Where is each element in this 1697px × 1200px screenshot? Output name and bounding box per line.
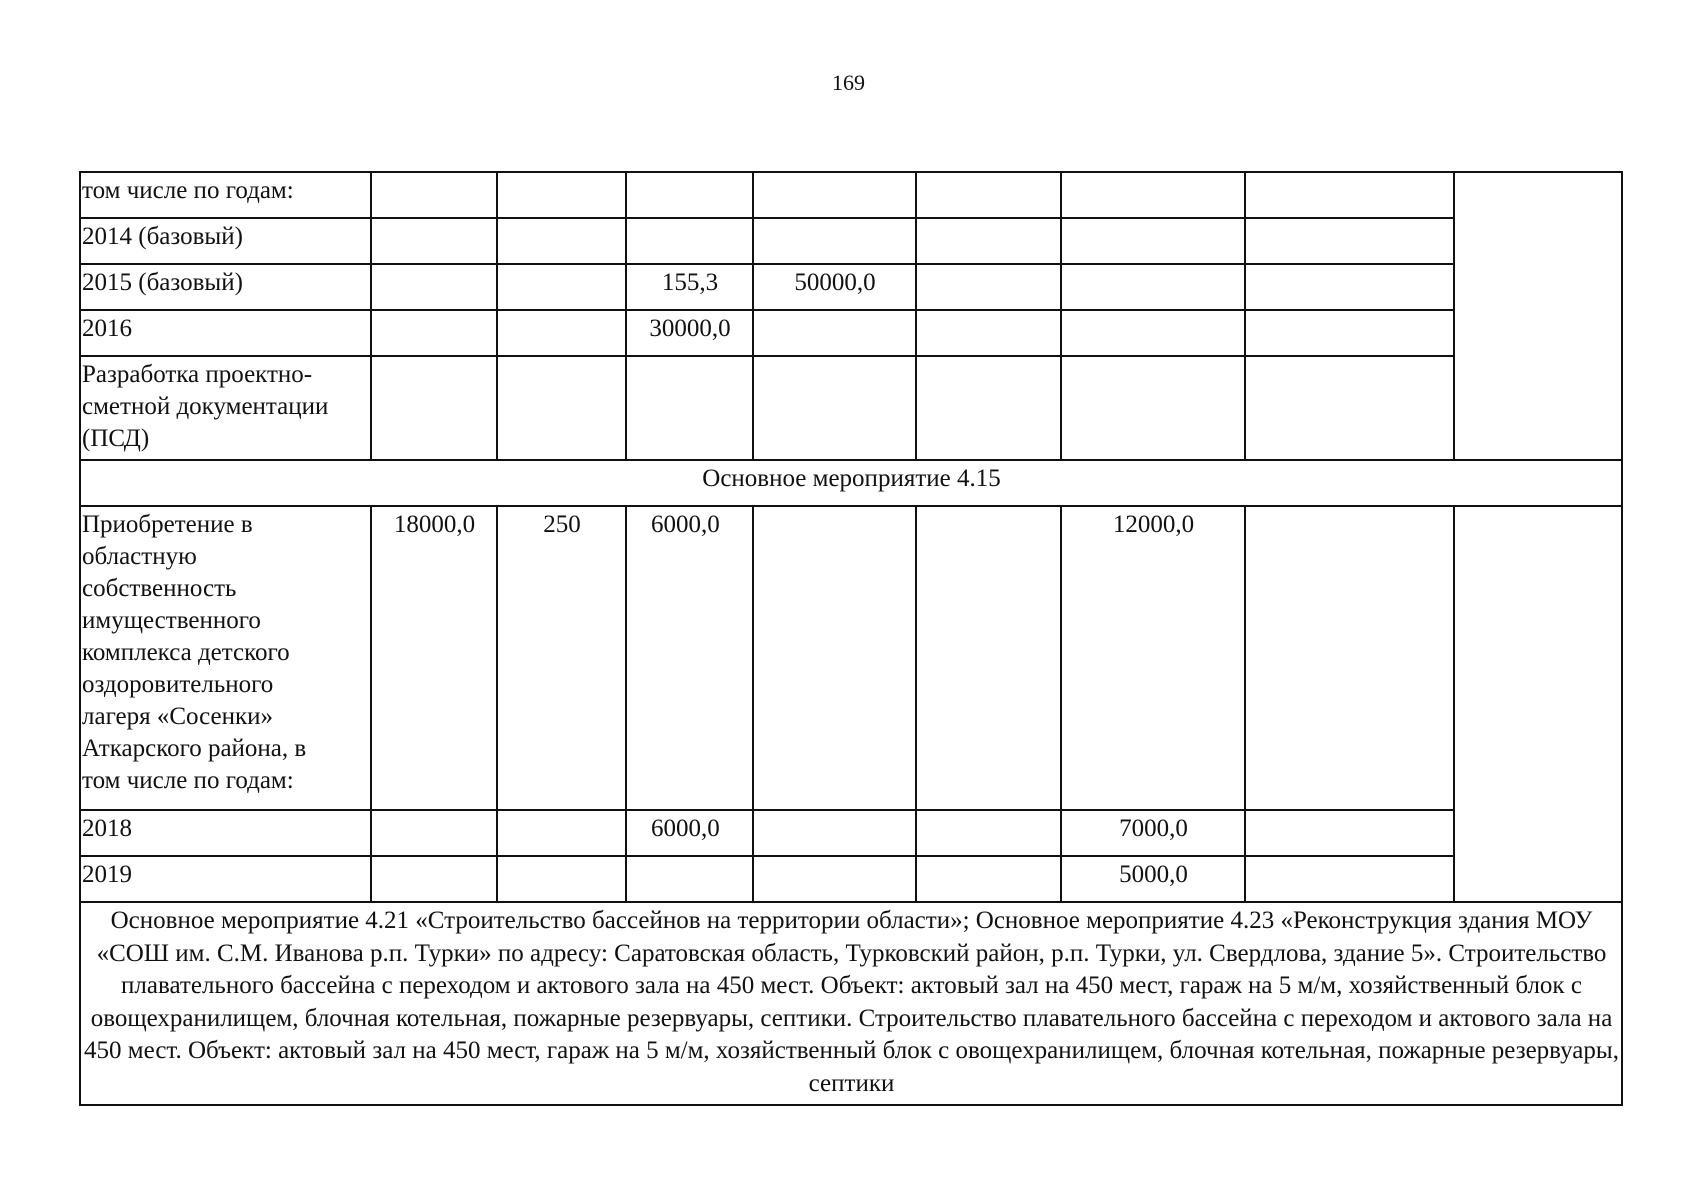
section-row xyxy=(80,460,1622,506)
cell: 155,3 xyxy=(626,264,753,310)
cell xyxy=(916,264,1061,310)
cell xyxy=(497,310,626,356)
cell xyxy=(497,356,626,460)
row-label: 2019 xyxy=(80,856,371,902)
cell xyxy=(753,172,916,218)
row-label: том числе по годам: xyxy=(80,172,371,218)
row-label: 2015 (базовый) xyxy=(80,264,371,310)
cell xyxy=(1245,310,1454,356)
cell xyxy=(371,810,497,856)
cell xyxy=(753,218,916,264)
cell xyxy=(1245,856,1454,902)
footer-description: Основное мероприятие 4.21 «Строительство бассейнов на территории области»; Основное мероприятие 4.23 «Реконструкция здания МОУ «СОШ им. С.М. Иванова р.п. Турки» по адресу: Саратовская область, Турковский район, р.п. Турки, ул. Свердлова, здание 5». Строительство плавательного бассейна с переходом и актового зала на 450 мест. Объект: актовый зал на 450 мест, гараж на 5 м/м, хозяйственный блок с овощехранилищем, блочная котельная, пожарные резервуары, септики. Строительство плавательного бассейна с переходом и актового зала на 450 мест. Объект: актовый зал на 450 мест, гараж на 5 м/м, хозяйственный блок с овощехранилищем, блочная котельная, пожарные резервуары, септики xyxy=(80,902,1622,1105)
cell: 5000,0 xyxy=(1061,856,1245,902)
cell xyxy=(371,218,497,264)
cell xyxy=(1245,356,1454,460)
cell: 7000,0 xyxy=(1061,810,1245,856)
cell xyxy=(497,218,626,264)
cell xyxy=(916,856,1061,902)
cell xyxy=(1061,218,1245,264)
cell xyxy=(1245,506,1454,810)
cell xyxy=(916,356,1061,460)
cell xyxy=(753,856,916,902)
cell xyxy=(1061,172,1245,218)
cell xyxy=(371,310,497,356)
cell xyxy=(497,264,626,310)
cell xyxy=(1245,218,1454,264)
cell xyxy=(1061,264,1245,310)
cell xyxy=(916,810,1061,856)
cell xyxy=(497,856,626,902)
row-label: Приобретение в областную собственность имущественного комплекса детского оздоровительного лагеря «Сосенки» Аткарского района, в том числе по годам: xyxy=(80,506,371,810)
cell xyxy=(916,506,1061,810)
table-row xyxy=(80,172,1622,218)
cell xyxy=(916,218,1061,264)
cell: 12000,0 xyxy=(1061,506,1245,810)
row-label: Разработка проектно-сметной документации (ПСД) xyxy=(80,356,371,460)
cell xyxy=(916,172,1061,218)
footer-row xyxy=(80,902,1622,1105)
table-row xyxy=(80,810,1622,856)
cell xyxy=(1061,310,1245,356)
cell xyxy=(1245,810,1454,856)
section-heading: Основное мероприятие 4.15 xyxy=(80,460,1622,506)
cell xyxy=(497,810,626,856)
cell: 18000,0 xyxy=(371,506,497,810)
program-table xyxy=(79,171,1623,1106)
cell: 50000,0 xyxy=(753,264,916,310)
cell xyxy=(1245,172,1454,218)
row-label: 2014 (базовый) xyxy=(80,218,371,264)
table-row xyxy=(80,356,1622,460)
cell: 6000,0 xyxy=(626,506,753,810)
cell xyxy=(753,810,916,856)
cell xyxy=(626,856,753,902)
table-row xyxy=(80,506,1622,810)
table-row xyxy=(80,264,1622,310)
cell: 30000,0 xyxy=(626,310,753,356)
cell xyxy=(371,172,497,218)
page-number: 169 xyxy=(832,70,865,95)
table-row xyxy=(80,218,1622,264)
cell xyxy=(753,310,916,356)
cell xyxy=(753,506,916,810)
cell xyxy=(497,172,626,218)
cell xyxy=(1061,356,1245,460)
cell xyxy=(626,356,753,460)
cell: 250 xyxy=(497,506,626,810)
cell xyxy=(626,172,753,218)
merged-cell xyxy=(1454,172,1622,460)
cell xyxy=(371,356,497,460)
row-label: 2016 xyxy=(80,310,371,356)
cell xyxy=(371,264,497,310)
row-label: 2018 xyxy=(80,810,371,856)
merged-cell xyxy=(1454,506,1622,902)
table-row xyxy=(80,856,1622,902)
cell: 6000,0 xyxy=(626,810,753,856)
cell xyxy=(371,856,497,902)
cell xyxy=(753,356,916,460)
cell xyxy=(916,310,1061,356)
cell xyxy=(626,218,753,264)
table-row xyxy=(80,310,1622,356)
cell xyxy=(1245,264,1454,310)
